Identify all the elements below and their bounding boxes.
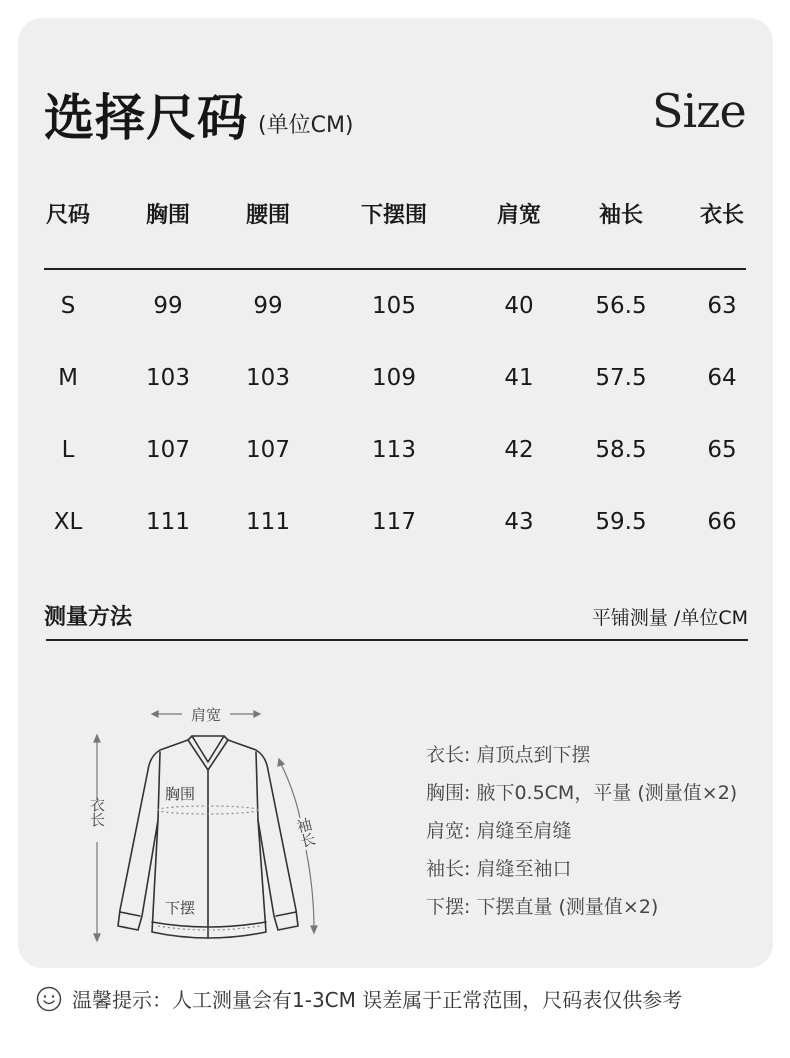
measure-item: [426, 778, 737, 805]
tip-text: 温馨提示：人工测量会有1-3CM 误差属于正常范围，尺码表仅供参考: [72, 988, 683, 1012]
table-cell: 43: [504, 509, 534, 535]
measure-section-title: 测量方法: [44, 605, 133, 630]
measure-item-key: 肩宽:: [426, 820, 471, 842]
table-cell: 56.5: [595, 293, 647, 319]
col-header-chest: 胸围: [145, 203, 191, 228]
measure-item: [426, 854, 571, 881]
tip-bar: [36, 984, 682, 1013]
table-cell: 105: [372, 293, 416, 319]
smile-icon: [36, 986, 62, 1012]
col-header-size: 尺码: [45, 203, 91, 228]
measure-item-value: 腋下0.5CM，平量 (测量值×2): [476, 782, 738, 804]
measure-item: [426, 892, 658, 919]
table-cell: 58.5: [595, 437, 647, 463]
table-cell: 113: [372, 437, 416, 463]
label-shoulder: 肩宽: [190, 706, 222, 724]
table-cell: 65: [707, 437, 737, 463]
shirt-outline-icon: [118, 736, 298, 938]
table-cell: M: [58, 365, 78, 391]
unit-label: (单位CM): [258, 113, 354, 138]
table-cell: 107: [146, 437, 190, 463]
measure-item-key: 下摆:: [426, 896, 471, 918]
measure-divider: [46, 639, 748, 641]
measure-item-key: 袖长:: [426, 858, 471, 880]
table-divider: [44, 268, 746, 270]
label-chest: 胸围: [164, 785, 196, 803]
table-cell: 111: [146, 509, 190, 535]
table-cell: 109: [372, 365, 416, 391]
col-header-waist: 腰围: [245, 203, 291, 228]
measure-unit-note: 平铺测量 /单位CM: [591, 607, 748, 629]
table-cell: L: [61, 437, 75, 463]
label-sleeve: 袖长: [293, 815, 318, 850]
measure-item-value: 肩顶点到下摆: [476, 744, 591, 766]
measure-item-key: 衣长:: [426, 744, 471, 766]
measure-item-value: 肩缝至袖口: [476, 858, 572, 880]
page-title: 选择尺码: [44, 89, 248, 147]
table-cell: 64: [707, 365, 737, 391]
table-cell: 99: [153, 293, 183, 319]
table-cell: S: [60, 293, 76, 319]
label-hem: 下摆: [164, 899, 196, 917]
shirt-diagram: [80, 700, 330, 950]
measure-item-key: 胸围:: [426, 782, 471, 804]
table-cell: 103: [146, 365, 190, 391]
measure-item: [426, 816, 571, 843]
label-length: 衣长: [88, 797, 106, 827]
measure-item-value: 下摆直量 (测量值×2): [476, 896, 659, 918]
col-header-hem: 下摆围: [360, 203, 428, 228]
table-cell: 63: [707, 293, 737, 319]
table-cell: 59.5: [595, 509, 647, 535]
table-cell: 107: [246, 437, 290, 463]
col-header-length: 衣长: [699, 203, 745, 228]
table-cell: 99: [253, 293, 283, 319]
measure-item-value: 肩缝至肩缝: [476, 820, 572, 842]
measure-item: [426, 740, 590, 767]
table-cell: 41: [504, 365, 534, 391]
table-cell: 57.5: [595, 365, 647, 391]
table-cell: 42: [504, 437, 534, 463]
table-cell: XL: [53, 509, 83, 535]
col-header-shoulder: 肩宽: [496, 203, 542, 228]
table-cell: 103: [246, 365, 290, 391]
col-header-sleeve: 袖长: [598, 203, 644, 228]
table-cell: 66: [707, 509, 737, 535]
table-cell: 117: [372, 509, 416, 535]
table-cell: 111: [246, 509, 290, 535]
size-logo-text: Size: [652, 84, 746, 138]
table-cell: 40: [504, 293, 534, 319]
